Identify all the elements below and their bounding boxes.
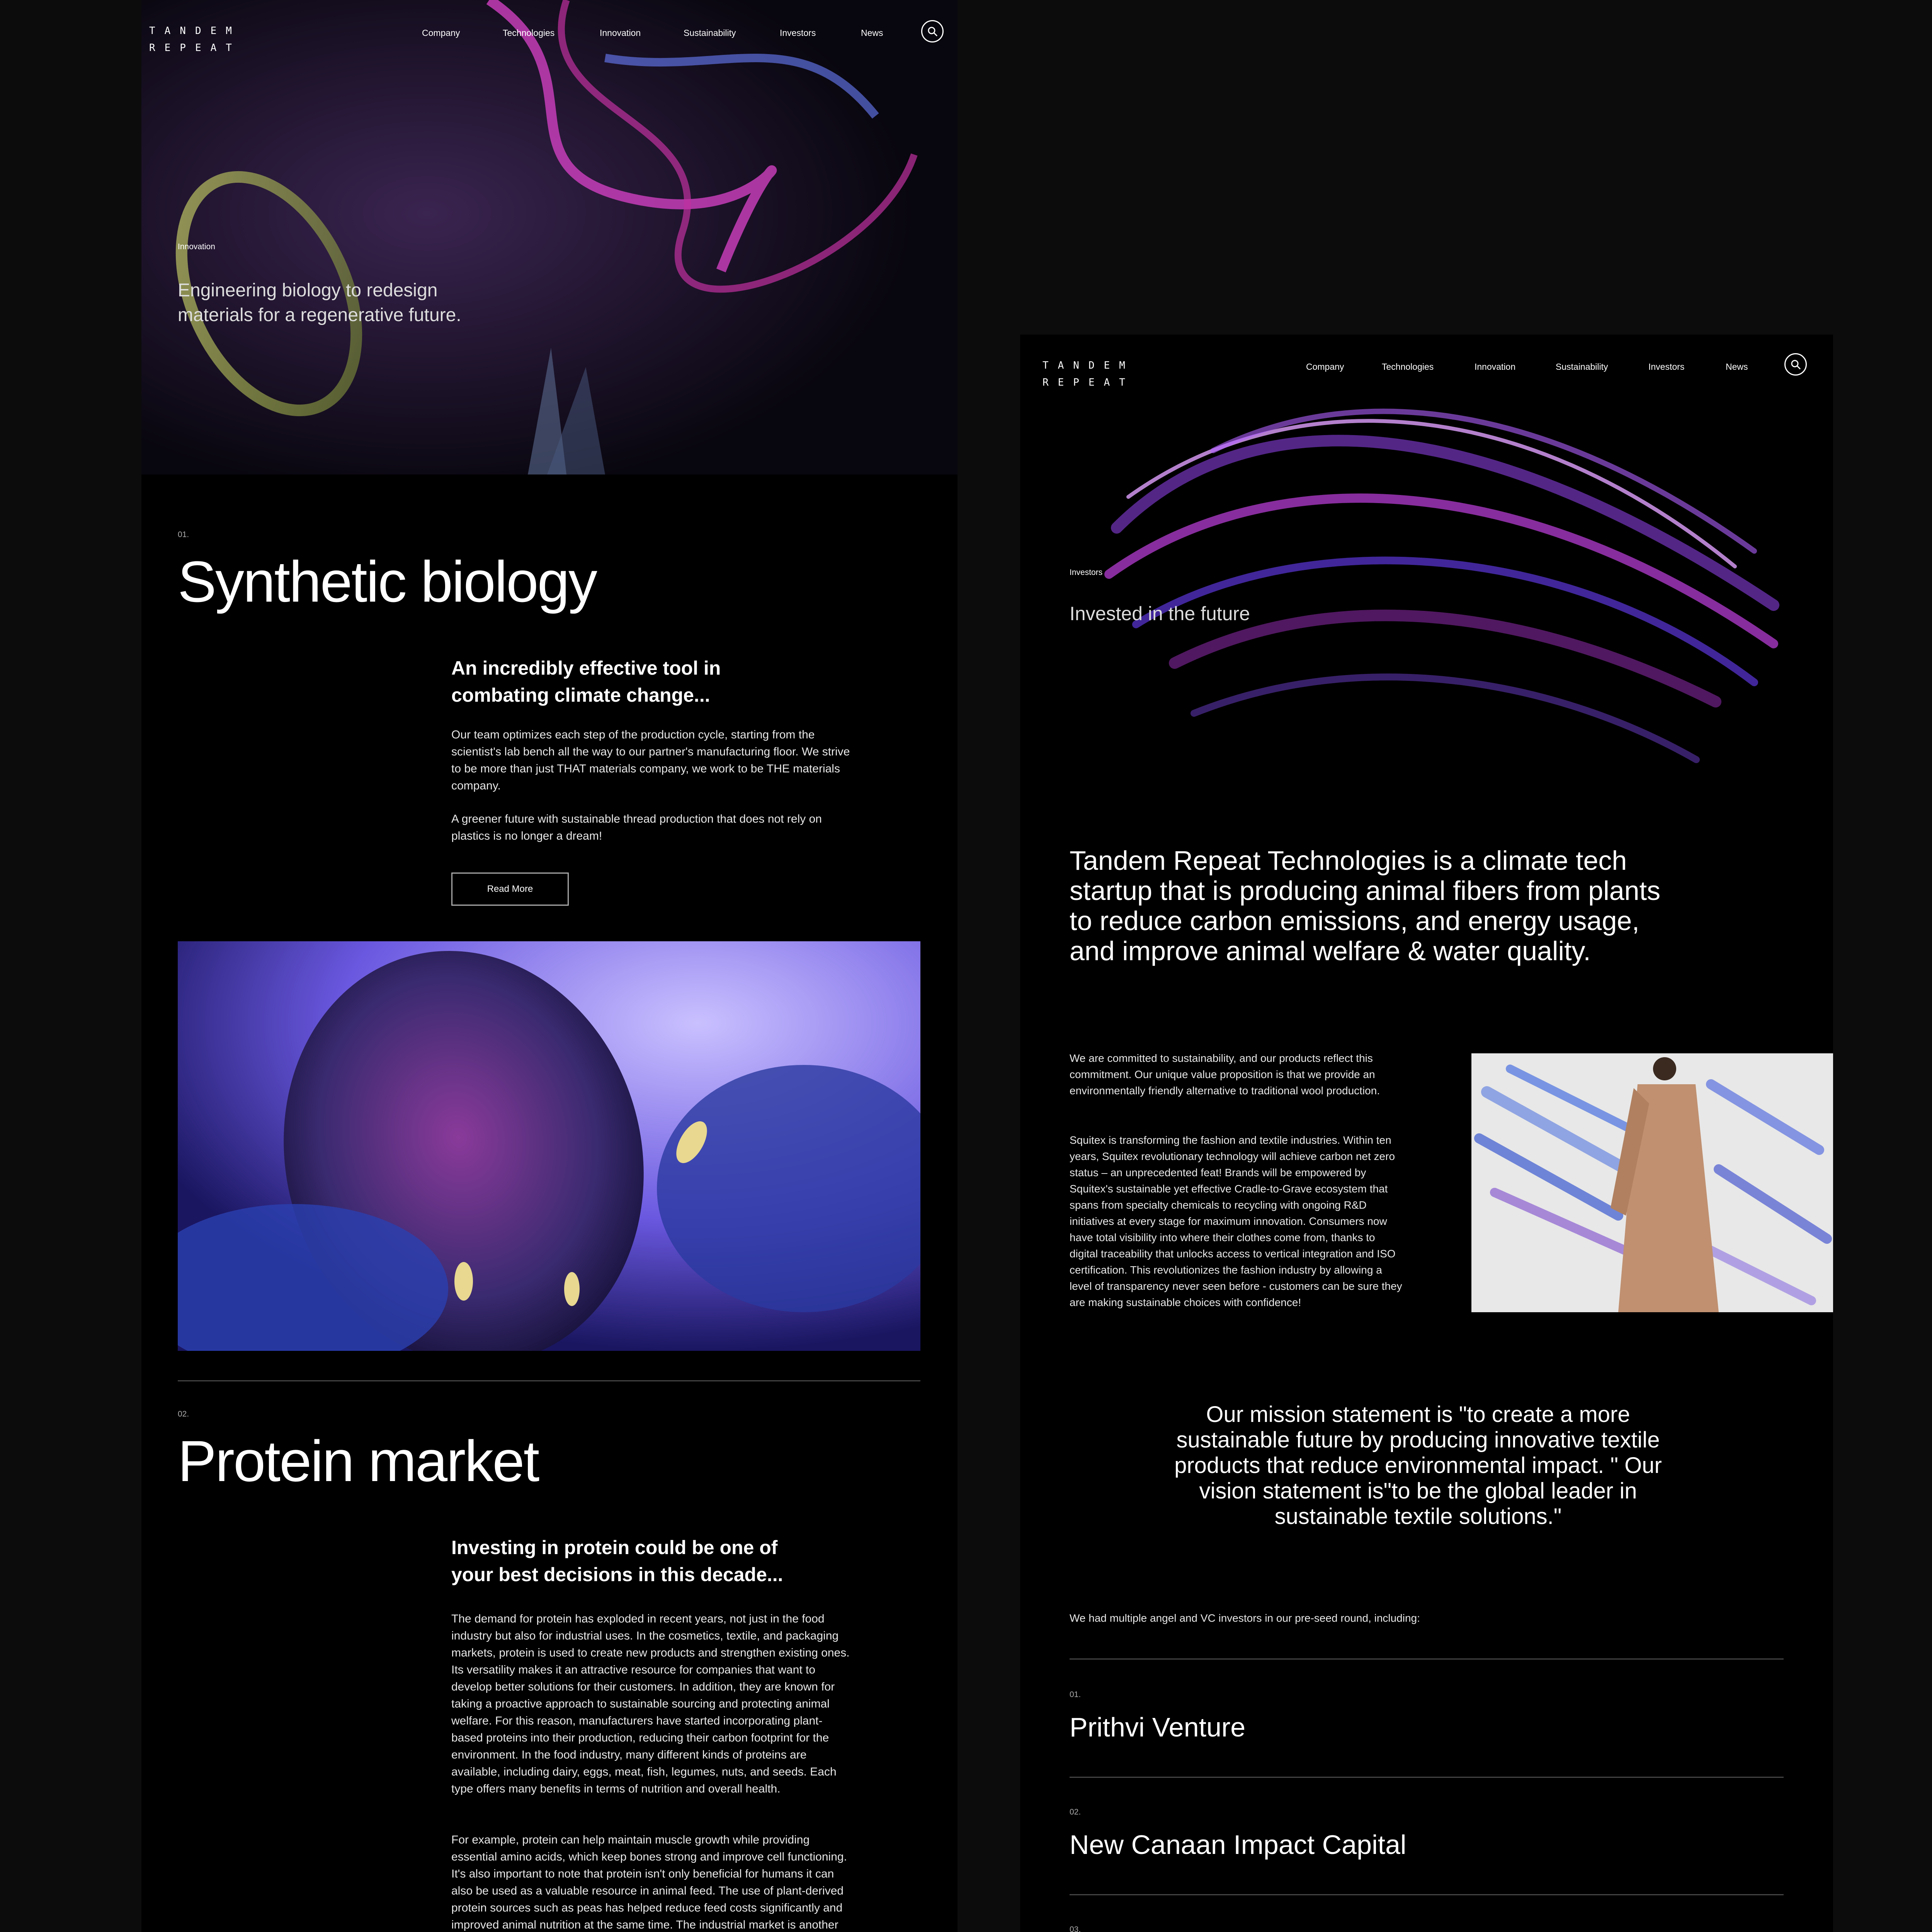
read-more-button[interactable]: Read More [451, 872, 569, 906]
mission-statement: Our mission statement is "to create a more sustainable future by producing innovative textile products that reduce environmental impact. " Our vision statement is"to be the global leader in sustainable textile solutions." [1174, 1402, 1662, 1529]
nav-investors[interactable]: Investors [780, 28, 816, 38]
section-paragraph: A greener future with sustainable thread production that does not rely on plastics is no longer a dream! [451, 813, 822, 842]
logo-line2: REPEAT [1043, 377, 1134, 388]
section-subtitle: Investing in protein could be one of your best decisions in this decade... [451, 1537, 783, 1585]
nav-news[interactable]: News [861, 28, 883, 38]
nav-sustainability[interactable]: Sustainability [1556, 362, 1608, 372]
section-paragraph: Our team optimizes each step of the production cycle, starting from the scientist's lab bench all the way to our partner's manufacturing floor. We strive to be more than just THAT materials company, we work to be THE materials company. [451, 728, 850, 792]
innovation-page [141, 0, 957, 1932]
logo-line1: TANDEM [149, 25, 241, 37]
search-button[interactable] [921, 20, 944, 43]
commitment-paragraph: We are committed to sustainability, and our products reflect this commitment. Our unique value proposition is that we provide an environmentally friendly alternative to traditional wool production. [1070, 1052, 1380, 1097]
section-title: Synthetic biology [178, 549, 597, 614]
trench-coat-model-image [1471, 1053, 1833, 1312]
investor-number: 01. [1070, 1690, 1081, 1699]
hero-heading: Engineering biology to redesign materials for a regenerative future. [178, 280, 461, 325]
nav-innovation[interactable]: Innovation [1475, 362, 1516, 372]
hero-heading: Invested in the future [1070, 603, 1250, 624]
investor-name: New Canaan Impact Capital [1070, 1830, 1406, 1860]
nav-technologies[interactable]: Technologies [503, 28, 555, 38]
hero-image [141, 0, 957, 474]
investors-page [1020, 335, 1833, 1932]
investors-intro: We had multiple angel and VC investors in our pre-seed round, including: [1070, 1612, 1420, 1624]
logo-line2: REPEAT [149, 42, 241, 54]
nav-company[interactable]: Company [422, 28, 460, 38]
nav-sustainability[interactable]: Sustainability [684, 28, 736, 38]
nav-technologies[interactable]: Technologies [1382, 362, 1434, 372]
investor-number: 03. [1070, 1925, 1081, 1932]
hero-image [1020, 335, 1833, 798]
section-subtitle: An incredibly effective tool in combating climate change... [451, 657, 721, 706]
section-title: Protein market [178, 1429, 539, 1493]
search-button[interactable] [1784, 353, 1807, 376]
section-paragraph: For example, protein can help maintain muscle growth while providing essential amino acids, which keep bones strong and improve cell functioning. It's also important to note that protein isn't only beneficial for humans it can also be used as a valuable resource in animal feed. The use of plant-derived protein sources such as peas has helped reduce feed costs significantly and improved animal nutrition at the same time. The industrial market is another [451, 1833, 847, 1931]
divider [1070, 1658, 1784, 1660]
nav-innovation[interactable]: Innovation [600, 28, 641, 38]
investor-number: 02. [1070, 1808, 1081, 1816]
nav-news[interactable]: News [1726, 362, 1748, 372]
nav-company[interactable]: Company [1306, 362, 1344, 372]
logo[interactable] [1043, 357, 1134, 391]
divider [178, 1380, 920, 1381]
logo[interactable] [149, 22, 241, 56]
nav-investors[interactable]: Investors [1648, 362, 1685, 372]
company-statement: Tandem Repeat Technologies is a climate tech startup that is producing animal fibers from plants to reduce carbon emissions, and energy usage, and improve animal welfare & water quality. [1070, 845, 1661, 966]
investor-name: Prithvi Venture [1070, 1712, 1246, 1742]
search-icon [1790, 359, 1802, 371]
section-paragraph: The demand for protein has exploded in recent years, not just in the food industry but also for industrial uses. In the cosmetics, textile, and packaging markets, protein is used to create new products and strengthen existing ones. Its versatility makes it an attractive resource for companies that want to develop better solutions for their customers. In addition, they are known for taking a proactive approach to sustainable sourcing and protecting animal welfare. For this reason, manufacturers have started incorporating plant-based proteins into their production, reducing their carbon footprint for the environment. In the food industry, many different kinds of proteins are available, including dairy, eggs, meat, fish, legumes, nuts, and seeds. Each type offers many benefits in terms of nutrition and overall health. [451, 1612, 850, 1795]
anemone-flower-image [178, 941, 920, 1351]
hero-label: Investors [1070, 568, 1103, 577]
squitex-paragraph: Squitex is transforming the fashion and textile industries. Within ten years, Squitex revolutionary technology will achieve carbon net zero status – an unprecedented feat! Brands will be empowered by Squitex's sustainable yet effective Cradle-to-Grave ecosystem that spans from specialty chemicals to recycling with ongoing R&D initiatives at every stage for maximum innovation. Consumers now have total visibility into where their clothes come from, thanks to digital traceability that unlocks access to vertical integration and ISO certification. This revolutionizes the fashion industry by allowing a level of transparency never seen before - customers can be sure they are making sustainable choices with confidence! [1070, 1134, 1402, 1308]
logo-line1: TANDEM [1043, 360, 1134, 371]
search-icon [927, 26, 939, 37]
divider [1070, 1777, 1784, 1778]
section-number: 02. [178, 1410, 189, 1418]
section-number: 01. [178, 530, 189, 539]
hero-label: Innovation [178, 242, 215, 251]
divider [1070, 1894, 1784, 1895]
